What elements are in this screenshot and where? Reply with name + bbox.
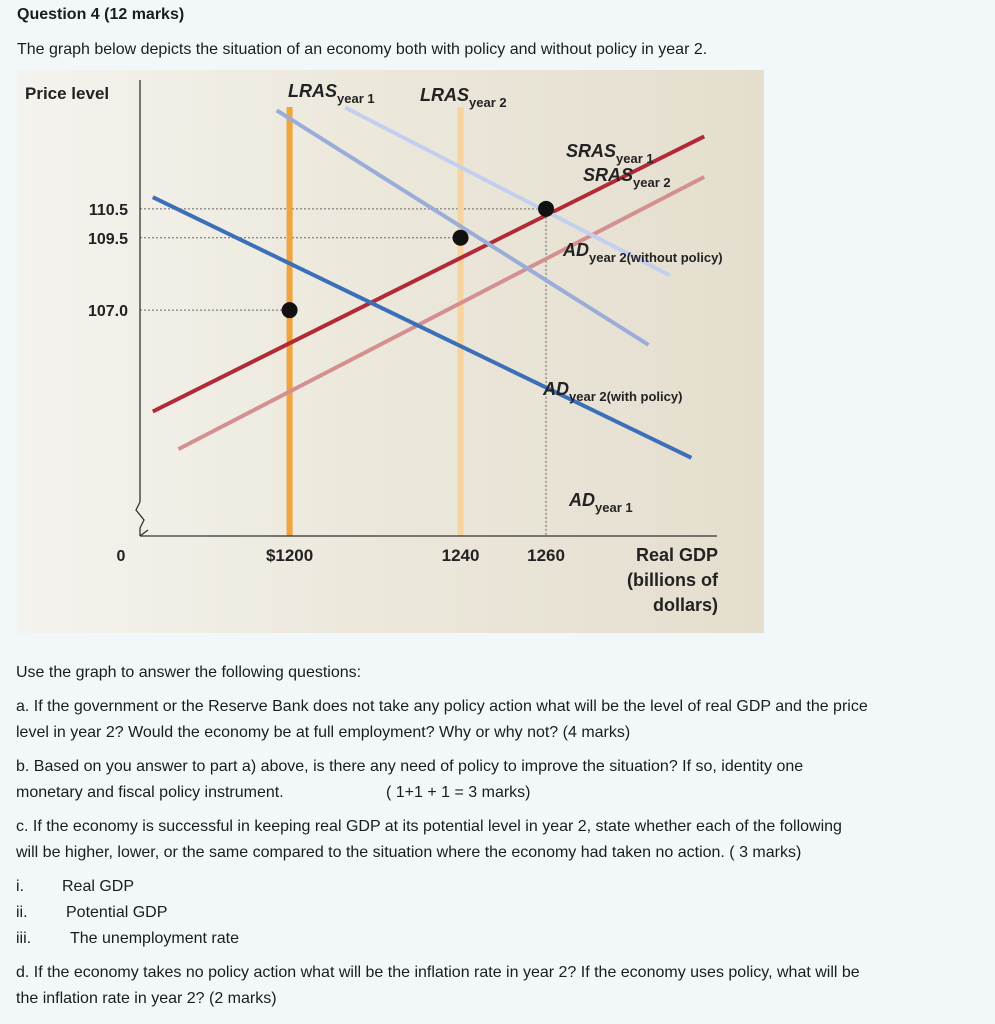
item-numeral: ii. xyxy=(16,904,28,921)
ad-year2-with-policy-label: $AD_{year 2(with policy)}$ xyxy=(543,379,683,404)
equilibrium-point xyxy=(538,201,554,217)
sras-year1-label: $SRAS_{year 1}$ xyxy=(566,141,654,166)
questions-lead: Use the graph to answer the following questions: xyxy=(16,664,362,681)
question-a-line2: level in year 2? Would the economy be at full employment? Why or why not? (4 marks) xyxy=(16,724,631,741)
equilibrium-point xyxy=(282,302,298,318)
ad-year2-without-policy-label: $AD_{year 2(without policy)}$ xyxy=(563,240,723,265)
lras-year2-label: $LRAS_{year 2}$ xyxy=(420,85,507,110)
question-b-line2 xyxy=(16,780,986,806)
sras-year2-label: $SRAS_{year 2}$ xyxy=(583,165,671,190)
equilibrium-point xyxy=(453,230,469,246)
x-axis-label: Real GDP xyxy=(635,545,718,565)
question-heading: Question 4 (12 marks) xyxy=(17,6,185,23)
item-text: The unemployment rate xyxy=(70,930,239,947)
x-axis-label: (billions of xyxy=(627,570,718,590)
x-axis-label: dollars) xyxy=(652,595,718,615)
question-intro: The graph below depicts the situation of an economy both with policy and without policy in year 2. xyxy=(17,41,708,58)
question-d xyxy=(16,960,986,1012)
question-c-line2: will be higher, lower, or the same compared to the situation where the economy had taken no action. ( 3 marks) xyxy=(16,844,802,861)
y-tick-label: 107.0 xyxy=(87,303,128,321)
item-numeral: i. xyxy=(16,878,24,895)
y-tick-label: 109.5 xyxy=(87,230,128,248)
question-b-line2-text: monetary and fiscal policy instrument. xyxy=(16,784,284,801)
x-tick-label: 1240 xyxy=(441,546,480,565)
question-d-line1: d. If the economy takes no policy action what will be the inflation rate in year 2? If the economy uses policy, what will be xyxy=(16,964,860,981)
question-a xyxy=(16,694,986,746)
question-b-line1: b. Based on you answer to part a) above, is there any need of policy to improve the situation? If so, identity one xyxy=(16,758,804,775)
question-c xyxy=(16,814,986,866)
item-text: Potential GDP xyxy=(66,904,168,921)
ad-as-graph xyxy=(17,70,764,633)
x-tick-label: $1200 xyxy=(265,546,314,565)
y-axis-label: Price level xyxy=(25,84,110,103)
question-b xyxy=(16,754,986,806)
lras-year1-label: $LRAS_{year 1}$ xyxy=(288,81,375,106)
origin-label: 0 xyxy=(116,548,126,565)
question-b-marks: ( 1+1 + 1 = 3 marks) xyxy=(386,784,531,801)
x-tick-label: 1260 xyxy=(527,546,565,565)
question-d-line2: the inflation rate in year 2? (2 marks) xyxy=(16,990,277,1007)
item-numeral: iii. xyxy=(16,930,32,947)
ad-year1-label: $AD_{year 1}$ xyxy=(569,490,633,515)
item-text: Real GDP xyxy=(62,878,135,895)
y-tick-label: 110.5 xyxy=(88,201,128,219)
question-c-line1: c. If the economy is successful in keeping real GDP at its potential level in year 2, state whether each of the following xyxy=(16,818,842,835)
question-a-line1: a. If the government or the Reserve Bank does not take any policy action what will be the level of real GDP and the price xyxy=(16,698,868,715)
